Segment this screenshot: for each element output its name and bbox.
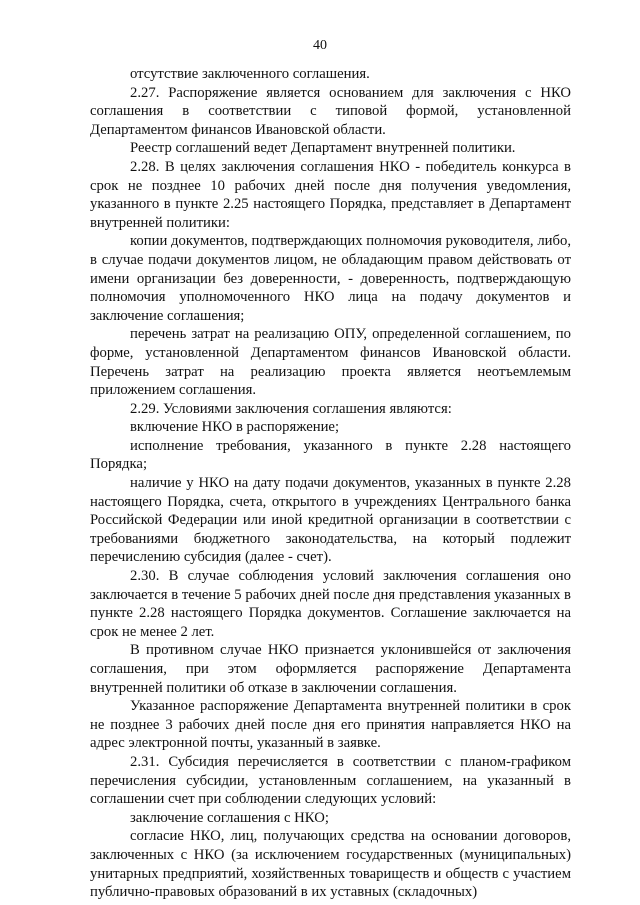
paragraph-14: 2.31. Субсидия перечисляется в соответствии с планом-графиком перечисления субсидии, установленным соглашением, на указанный в соглашении счет при соблюдении следующих условий: [90,753,571,808]
paragraph-16: согласие НКО, лиц, получающих средства на основании договоров, заключенных с НКО (за исключением государственных (муниципальных) унитарных предприятий, хозяйственных товариществ и обществ с участием публично-правовых образований в их уставных (складочных) [90,828,571,901]
paragraph-11: 2.30. В случае соблюдения условий заключения соглашения оно заключается в течение 5 рабочих дней после дня представления указанных в пункте 2.28 настоящего Порядка документов. Соглашение заключается на срок не менее 2 лет. [90,568,571,640]
page-number: 40 [313,38,327,53]
paragraph-1: отсутствие заключенного соглашения. [130,66,370,82]
paragraph-3: Реестр соглашений ведет Департамент внутренней политики. [130,140,516,157]
paragraph-7: 2.29. Условиями заключения соглашения являются: [130,400,452,417]
paragraph-15: заключение соглашения с НКО; [130,809,329,826]
paragraph-8: включение НКО в распоряжение; [130,419,340,436]
paragraph-12: В противном случае НКО признается уклонившейся от заключения соглашения, при этом оформляется распоряжение Департамента внутренней политики об отказе в заключении соглашения. [90,642,571,696]
paragraph-9: исполнение требования, указанного в пункте 2.28 настоящего Порядка; [90,437,571,473]
paragraph-6: перечень затрат на реализацию ОПУ, определенной соглашением, по форме, установленной Департаментом финансов Ивановской области. Перечень затрат на реализацию проекта является неотъемлемым приложением соглашения. [90,326,571,399]
paragraph-10: наличие у НКО на дату подачи документов, указанных в пункте 2.28 настоящего Порядка, счета, открытого в учреждениях Центрального банка Российской Федерации или иной кредитной организации в соответствии с требованиями бюджетного законодательства, на который подлежит перечислению субсидия (далее - счет). [90,475,571,566]
paragraph-13: Указанное распоряжение Департамента внутренней политики в срок не позднее 3 рабочих дней после дня его принятия направляется НКО на адрес электронной почты, указанный в заявке. [90,698,571,752]
paragraph-5: копии документов, подтверждающих полномочия руководителя, либо, в случае подачи документов лицом, не обладающим правом действовать от имени организации без доверенности, - доверенность, подтверждающую полномочия уполномоченного НКО лица на подачу документов и заключение соглашения; [90,233,571,324]
paragraph-4: 2.28. В целях заключения соглашения НКО - победитель конкурса в срок не позднее 10 рабочих дней после дня получения уведомления, указанного в пункте 2.25 настоящего Порядка, представляет в Департамент внутренней политики: [90,158,571,231]
paragraph-2: 2.27. Распоряжение является основанием для заключения с НКО соглашения в соответствии с типовой формой, установленной Департаментом финансов Ивановской области. [90,84,571,138]
document-body [90,65,571,902]
